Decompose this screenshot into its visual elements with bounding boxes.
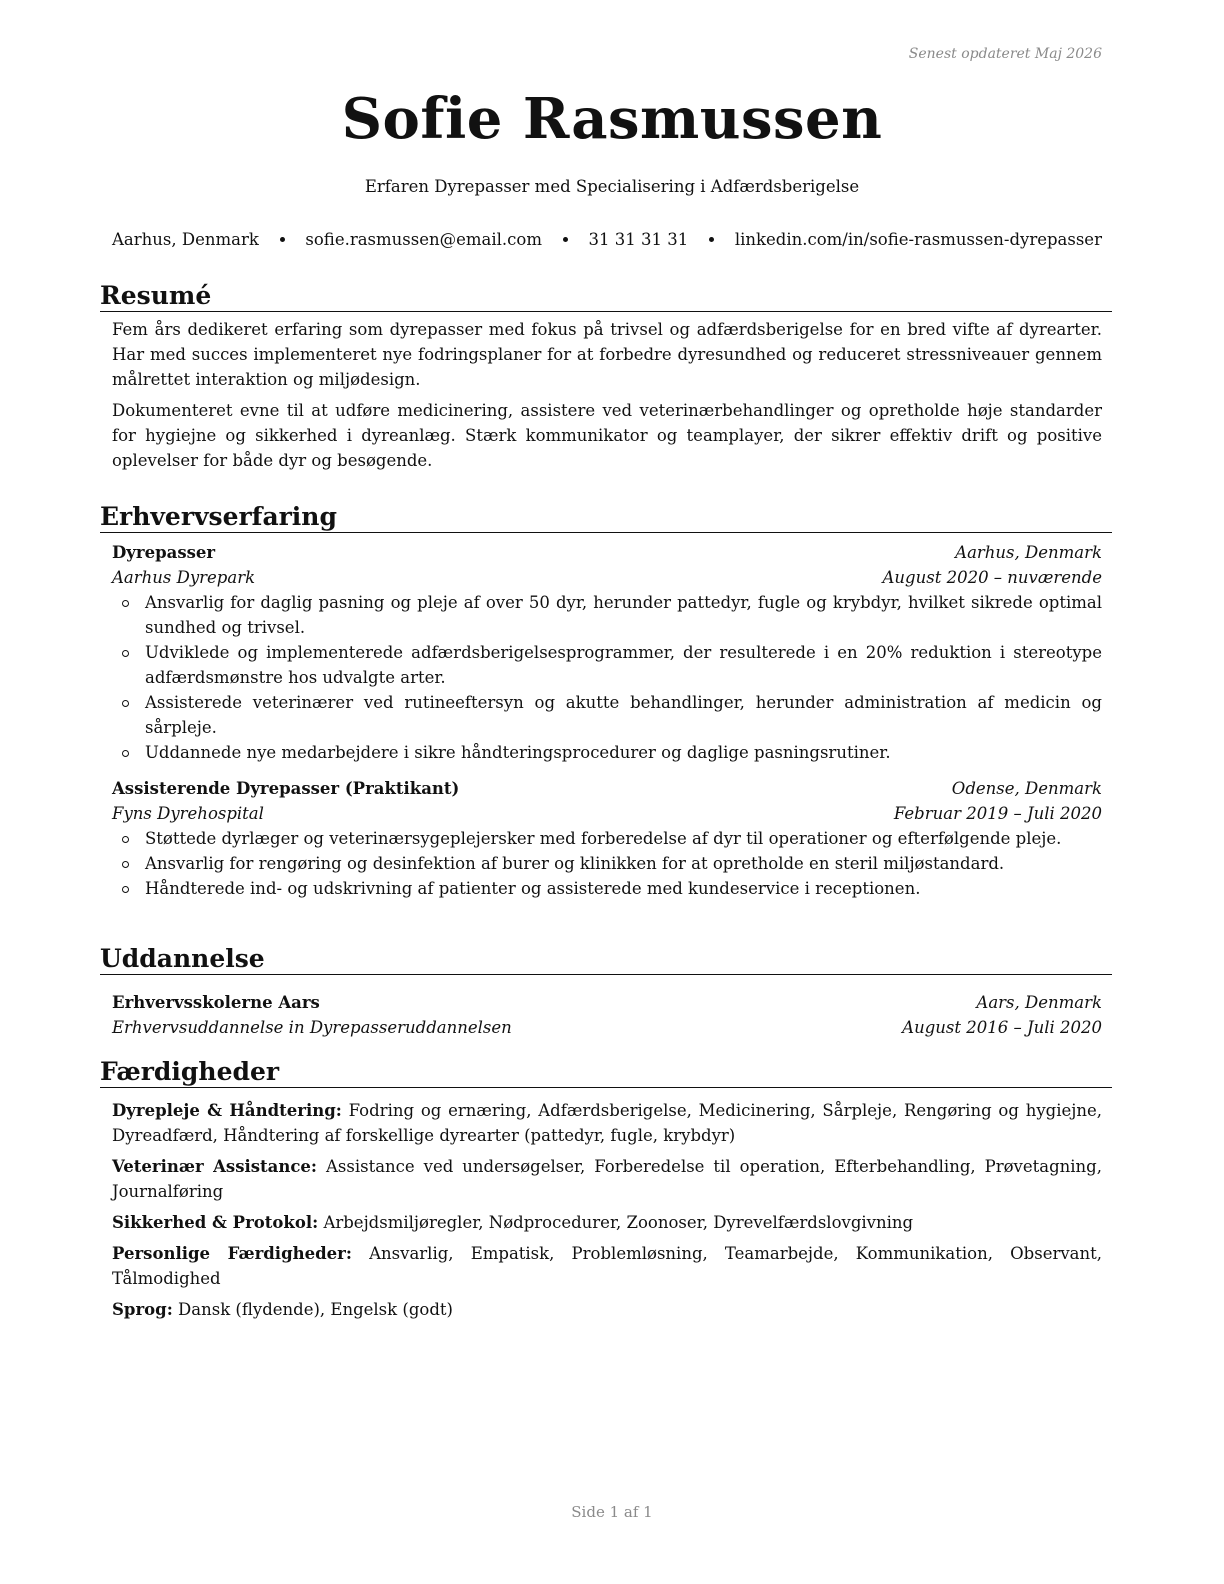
job-entry [112, 776, 1102, 901]
skill-label: Dyrepleje & Håndtering: [112, 1101, 342, 1120]
list-item: Ansvarlig for daglig pasning og pleje af over 50 dyr, herunder pattedyr, fugle og krybdyr, hvilket sikrede optimal sundhed og trivsel. [112, 590, 1102, 640]
job-company: Aarhus Dyrepark [112, 568, 256, 587]
list-item: Uddannede nye medarbejdere i sikre håndteringsprocedurer og daglige pasningsrutiner. [112, 740, 1102, 765]
skill-text: Arbejdsmiljøregler, Nødprocedurer, Zoonoser, Dyrevelfærdslovgivning [323, 1213, 914, 1232]
skill-label: Personlige Færdigheder: [112, 1244, 352, 1263]
job-entry [112, 540, 1102, 765]
section-title-education: Uddannelse [100, 945, 1112, 975]
list-item: Håndterede ind- og udskrivning af patienter og assisterede med kundeservice i receptionen. [112, 876, 1102, 901]
candidate-name: Sofie Rasmussen [341, 86, 883, 152]
skill-text: Ansvarlig, Empatisk, Problemløsning, Teamarbejde, Kommunikation, Observant, Tålmodighed [112, 1244, 1103, 1288]
job-dates: August 2020 – nuværende [882, 568, 1102, 587]
job-company: Fyns Dyrehospital [112, 804, 264, 823]
skills-section [100, 1058, 1112, 1322]
candidate-subtitle: Erfaren Dyrepasser med Specialisering i Adfærdsberigelse [364, 177, 860, 196]
section-title-summary: Resumé [100, 282, 1112, 312]
skill-group [112, 1241, 1102, 1291]
skill-group [112, 1297, 1102, 1322]
summary-paragraph: Fem års dedikeret erfaring som dyrepasser med fokus på trivsel og adfærdsberigelse for en bred vifte af dyrearter. Har med succes implementeret nye fodringsplaner for at forbedre dyresundhed og reduceret stressniveauer gennem målrettet interaktion og miljødesign. [112, 320, 1102, 389]
job-bullets [112, 826, 1102, 901]
education-degree: Erhvervsuddannelse in Dyrepasseruddannelsen [112, 1018, 512, 1037]
contact-location: Aarhus, Denmark [112, 230, 259, 249]
skill-text: Dansk (flydende), Engelsk (godt) [178, 1300, 453, 1319]
bullet-circle-icon [122, 700, 129, 707]
separator-dot [709, 237, 714, 242]
education-dates: August 2016 – Juli 2020 [902, 1018, 1102, 1037]
education-section [100, 945, 1112, 1040]
skill-group [112, 1154, 1102, 1204]
job-role: Assisterende Dyrepasser (Praktikant) [112, 779, 460, 798]
job-role: Dyrepasser [112, 543, 216, 562]
job-bullets [112, 590, 1102, 765]
bullet-circle-icon [122, 886, 129, 893]
bullet-circle-icon [122, 650, 129, 657]
contact-linkedin[interactable]: linkedin.com/in/sofie-rasmussen-dyrepasser [734, 230, 1102, 249]
education-location: Aars, Denmark [976, 993, 1102, 1012]
bullet-circle-icon [122, 836, 129, 843]
job-dates: Februar 2019 – Juli 2020 [893, 804, 1102, 823]
experience-section [100, 503, 1112, 901]
bullet-circle-icon [122, 861, 129, 868]
list-item: Assisterede veterinærer ved rutineeftersyn og akutte behandlinger, herunder administration af medicin og sårpleje. [112, 690, 1102, 740]
separator-dot [563, 237, 568, 242]
separator-dot [280, 237, 285, 242]
page-number: Side 1 af 1 [571, 1503, 653, 1521]
list-item: Ansvarlig for rengøring og desinfektion af burer og klinikken for at opretholde en steril miljøstandard. [112, 851, 1102, 876]
skill-text: Fodring og ernæring, Adfærdsberigelse, Medicinering, Sårpleje, Rengøring og hygiejne, Dyreadfærd, Håndtering af forskellige dyrearter (pattedyr, fugle, krybdyr) [112, 1101, 1102, 1145]
bullet-circle-icon [122, 600, 129, 607]
skill-label: Sikkerhed & Protokol: [112, 1213, 319, 1232]
bullet-circle-icon [122, 750, 129, 757]
skill-label: Veterinær Assistance: [112, 1157, 317, 1176]
skill-label: Sprog: [112, 1300, 173, 1319]
contact-phone[interactable]: 31 31 31 31 [588, 230, 689, 249]
list-item: Udviklede og implementerede adfærdsberigelsesprogrammer, der resulterede i en 20% reduktion i stereotype adfærdsmønstre hos udvalgte arter. [112, 640, 1102, 690]
list-item: Støttede dyrlæger og veterinærsygeplejersker med forberedelse af dyr til operationer og efterfølgende pleje. [112, 826, 1102, 851]
contact-email[interactable]: sofie.rasmussen@email.com [305, 230, 542, 249]
education-school: Erhvervsskolerne Aars [112, 993, 320, 1012]
summary-section [100, 282, 1112, 473]
skill-text: Assistance ved undersøgelser, Forberedelse til operation, Efterbehandling, Prøvetagning, Journalføring [112, 1157, 1102, 1201]
section-title-experience: Erhvervserfaring [100, 503, 1112, 533]
summary-paragraph: Dokumenteret evne til at udføre medicinering, assistere ved veterinærbehandlinger og opretholde høje standarder for hygiejne og sikkerhed i dyreanlæg. Stærk kommunikator og teamplayer, der sikrer effektiv drift og positive oplevelser for både dyr og besøgende. [112, 401, 1102, 470]
last-updated-note: Senest opdateret Maj 2026 [908, 46, 1102, 62]
skill-group [112, 1210, 1102, 1235]
contact-line [112, 230, 1102, 249]
job-location: Odense, Denmark [951, 779, 1102, 798]
job-location: Aarhus, Denmark [955, 543, 1102, 562]
section-title-skills: Færdigheder [100, 1058, 1112, 1088]
skill-group [112, 1098, 1102, 1148]
